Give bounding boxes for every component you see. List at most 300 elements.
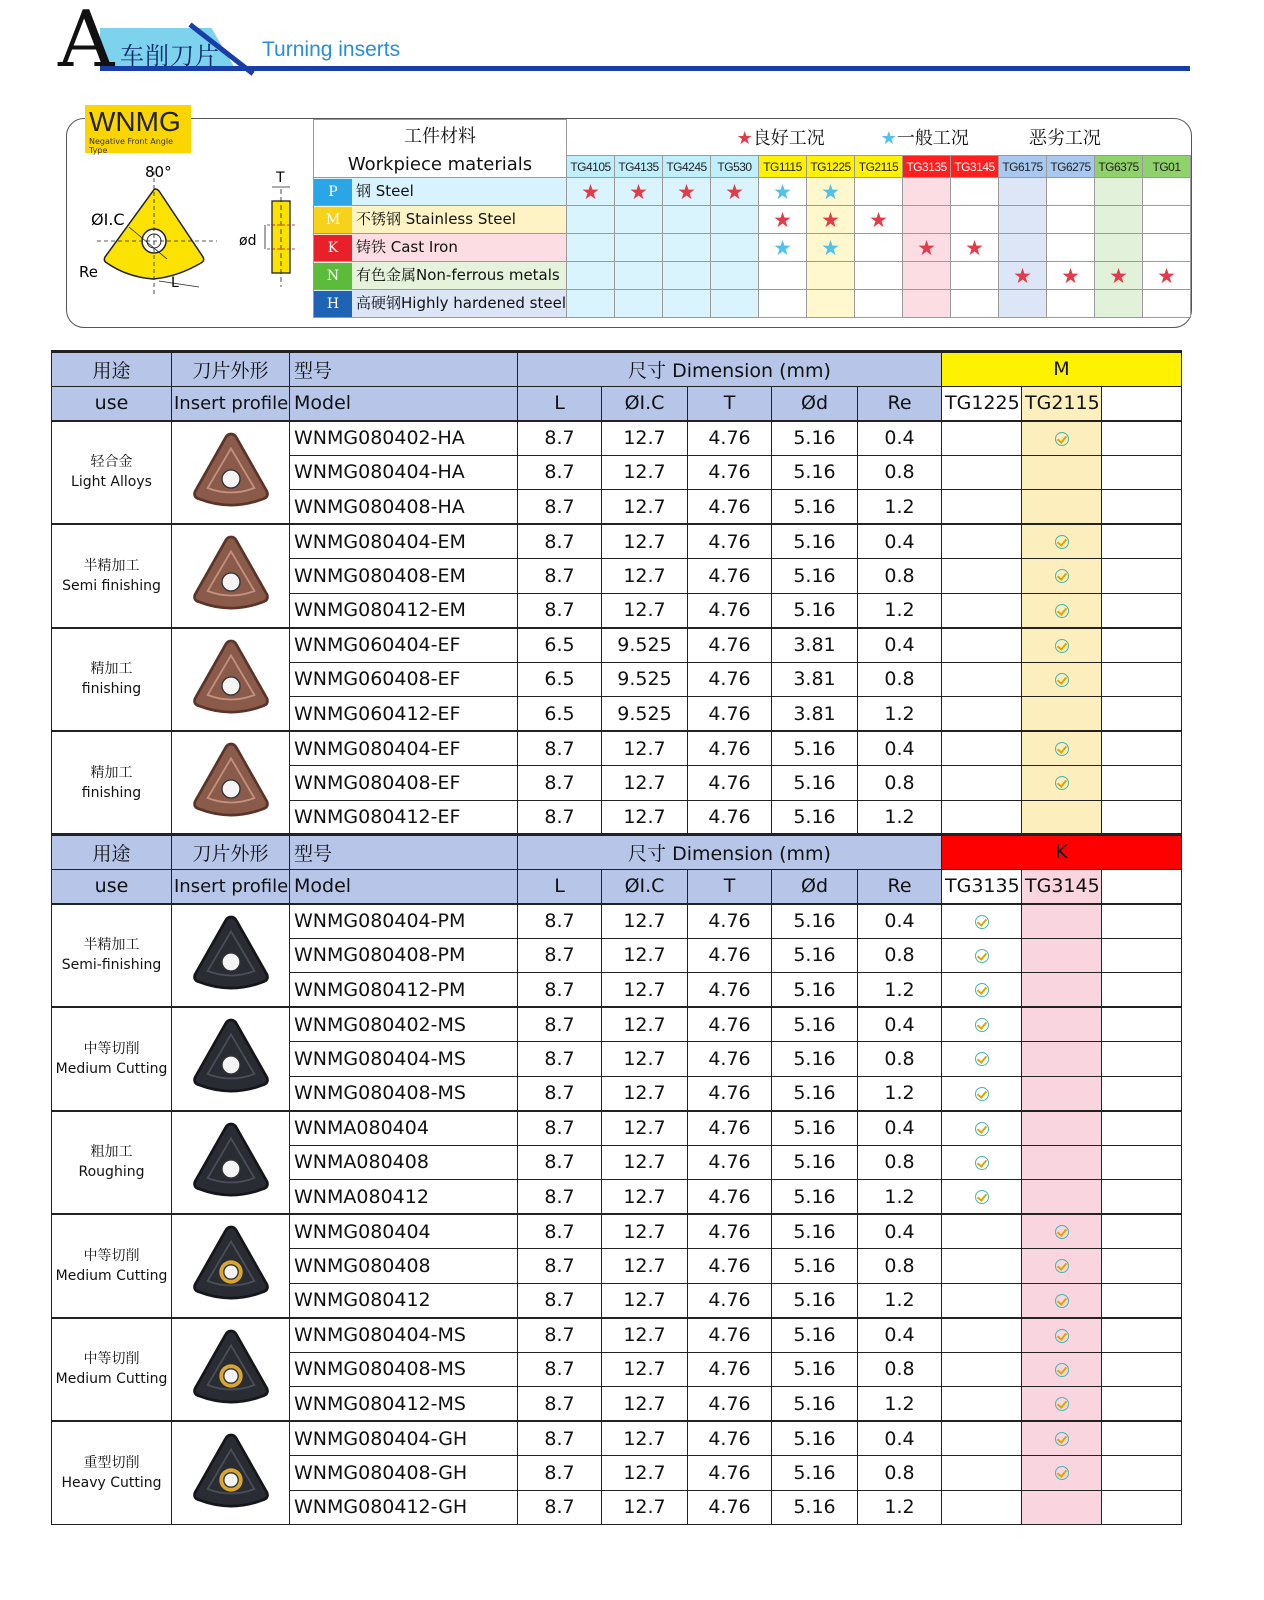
grade-mark-cell <box>663 178 711 206</box>
use-en: Light Alloys <box>71 474 152 491</box>
grade-chart-panel <box>66 106 1192 328</box>
dimension-cell: 5.16 <box>772 524 858 559</box>
material-name: 有色金属Non-ferrous metals <box>356 265 560 284</box>
grade-mark-cell <box>759 206 807 234</box>
grade-code: TG4135 <box>615 156 663 178</box>
grade-code: TG6175 <box>999 156 1047 178</box>
model-cell: WNMA080404 <box>290 1111 518 1146</box>
page-title-en: Turning inserts <box>262 38 401 61</box>
grade-mark-cell <box>1095 290 1143 318</box>
dimension-cell: 8.7 <box>518 1421 602 1456</box>
dimension-cell: 4.76 <box>688 524 772 559</box>
check-icon <box>975 1018 989 1032</box>
red-star-icon: ★ <box>629 179 648 204</box>
empty-grade-cell <box>1102 1111 1182 1146</box>
model-cell: WNMG080402-HA <box>290 421 518 456</box>
use-cell <box>52 1421 172 1525</box>
check-icon <box>975 1052 989 1066</box>
dimension-cell: 5.16 <box>772 800 858 835</box>
grade-cell <box>1022 697 1102 732</box>
grade-cell <box>942 1145 1022 1180</box>
l-header: L <box>518 386 602 421</box>
use-cn: 粗加工 <box>90 1144 133 1161</box>
grade-cell <box>942 973 1022 1008</box>
grade-mark-cell <box>711 206 759 234</box>
dimension-cell: 4.76 <box>688 1145 772 1180</box>
insert-image-icon <box>186 425 276 515</box>
ic-label: ØI.C <box>91 210 125 229</box>
red-star-icon: ★ <box>581 179 600 204</box>
dimension-cell: 8.7 <box>518 1490 602 1525</box>
dimension-cell: 12.7 <box>602 1145 688 1180</box>
dimension-cell: 12.7 <box>602 559 688 594</box>
use-cn: 中等切削 <box>83 1351 140 1368</box>
insert-drawing <box>67 106 315 327</box>
blue-star-icon: ★ <box>773 235 792 260</box>
grade-mark-cell <box>1095 178 1143 206</box>
dimension-cell: 0.4 <box>858 1214 942 1249</box>
table-row <box>52 1318 1182 1353</box>
grade-mark-cell <box>663 234 711 262</box>
dimension-cell: 4.76 <box>688 1111 772 1146</box>
material-name: 高硬钢Highly hardened steel <box>356 293 566 312</box>
grade-cell <box>1022 662 1102 697</box>
grade-mark-cell <box>807 178 855 206</box>
grade-column-header: TG2115 <box>1022 386 1102 421</box>
material-name: 钢 Steel <box>356 181 414 200</box>
dimension-cell: 4.76 <box>688 1249 772 1284</box>
check-icon <box>1055 1363 1069 1377</box>
dimension-cell: 0.8 <box>858 559 942 594</box>
use-cell <box>52 1111 172 1215</box>
grade-mark-cell <box>1095 234 1143 262</box>
grade-mark-cell <box>1095 206 1143 234</box>
insert-image-icon <box>186 1011 276 1101</box>
empty-grade-cell <box>1102 593 1182 628</box>
dimension-cell: 4.76 <box>688 1387 772 1422</box>
use-header-cn: 用途 <box>52 352 172 387</box>
grade-mark-cell <box>903 178 951 206</box>
dimension-header: 尺寸 Dimension (mm) <box>518 352 942 387</box>
dimension-cell: 12.7 <box>602 766 688 801</box>
page-title-cn: 车削刀片 <box>120 42 220 70</box>
dimension-cell: 8.7 <box>518 1042 602 1077</box>
empty-grade-cell <box>1102 1007 1182 1042</box>
red-star-icon: ★ <box>917 235 936 260</box>
material-cell <box>314 178 567 206</box>
grade-cell <box>1022 800 1102 835</box>
model-cell: WNMG080404-EM <box>290 524 518 559</box>
use-cn: 重型切削 <box>83 1455 140 1471</box>
dimension-cell: 0.4 <box>858 904 942 939</box>
check-icon <box>975 949 989 963</box>
dimension-cell: 0.4 <box>858 524 942 559</box>
grade-mark-cell <box>855 262 903 290</box>
grade-mark-cell <box>567 290 615 318</box>
d-label: ød <box>239 233 257 249</box>
empty-grade-cell <box>1102 455 1182 490</box>
grade-mark-cell <box>1143 262 1191 290</box>
dimension-cell: 8.7 <box>518 1007 602 1042</box>
dimension-cell: 0.8 <box>858 1249 942 1284</box>
model-header-en: Model <box>290 869 518 904</box>
check-icon <box>1055 742 1069 756</box>
grade-cell <box>942 731 1022 766</box>
grade-code: TG1115 <box>759 156 807 178</box>
model-cell: WNMG080412-PM <box>290 973 518 1008</box>
use-cell <box>52 524 172 628</box>
grade-mark-cell <box>1143 206 1191 234</box>
model-header-cn: 型号 <box>290 352 518 387</box>
grade-mark-cell <box>903 262 951 290</box>
model-cell: WNMG080408-HA <box>290 490 518 525</box>
blue-star-icon: ★ <box>880 128 897 150</box>
check-icon <box>975 1122 989 1136</box>
dimension-cell: 8.7 <box>518 1283 602 1318</box>
use-en: Roughing <box>78 1164 145 1181</box>
grade-cell <box>942 662 1022 697</box>
grade-mark-cell <box>759 178 807 206</box>
grade-mark-cell <box>711 262 759 290</box>
dimension-cell: 5.16 <box>772 490 858 525</box>
material-row <box>314 206 1191 234</box>
grade-column-header: TG3145 <box>1022 869 1102 904</box>
grade-cell <box>942 1214 1022 1249</box>
red-star-icon: ★ <box>965 235 984 260</box>
d-header: Ød <box>772 386 858 421</box>
grade-group-header: K <box>942 835 1182 870</box>
dimension-cell: 8.7 <box>518 455 602 490</box>
check-icon <box>1055 1329 1069 1343</box>
use-en: finishing <box>81 784 142 801</box>
model-cell: WNMA080408 <box>290 1145 518 1180</box>
dimension-cell: 1.2 <box>858 593 942 628</box>
material-name: 铸铁 Cast Iron <box>356 237 458 256</box>
grade-cell <box>942 697 1022 732</box>
dimension-cell: 4.76 <box>688 490 772 525</box>
l-label: L <box>171 275 179 291</box>
dimension-cell: 4.76 <box>688 1180 772 1215</box>
dimension-cell: 4.76 <box>688 1490 772 1525</box>
check-icon <box>975 983 989 997</box>
grade-cell <box>1022 1490 1102 1525</box>
dimension-cell: 0.8 <box>858 1456 942 1491</box>
grade-code: TG4105 <box>567 156 615 178</box>
dimension-cell: 8.7 <box>518 1352 602 1387</box>
grade-header-row <box>314 120 1191 156</box>
grade-mark-cell <box>1047 262 1095 290</box>
workpiece-header-en: Workpiece materials <box>347 154 533 175</box>
empty-grade-cell <box>1102 1249 1182 1284</box>
dimension-cell: 9.525 <box>602 662 688 697</box>
grade-code: TG01 <box>1143 156 1191 178</box>
use-header-en: use <box>52 386 172 421</box>
insert-image-cell <box>172 904 290 1008</box>
grade-cell <box>1022 1387 1102 1422</box>
grade-mark-cell <box>951 234 999 262</box>
grade-mark-cell <box>711 290 759 318</box>
grade-cell <box>1022 1421 1102 1456</box>
dimension-cell: 5.16 <box>772 1145 858 1180</box>
dimension-cell: 8.7 <box>518 973 602 1008</box>
grade-mark-cell <box>855 178 903 206</box>
dimension-cell: 4.76 <box>688 1456 772 1491</box>
check-icon <box>1055 535 1069 549</box>
dimension-cell: 5.16 <box>772 1318 858 1353</box>
dimension-cell: 6.5 <box>518 662 602 697</box>
grade-code: TG3135 <box>903 156 951 178</box>
dimension-cell: 9.525 <box>602 628 688 663</box>
grade-mark-cell <box>855 234 903 262</box>
empty-grade-cell <box>1102 524 1182 559</box>
table-row <box>52 524 1182 559</box>
insert-image-icon <box>186 1322 276 1412</box>
dimension-cell: 8.7 <box>518 731 602 766</box>
dimension-cell: 12.7 <box>602 1456 688 1491</box>
grade-mark-cell <box>807 262 855 290</box>
grade-cell <box>1022 559 1102 594</box>
model-cell: WNMG080408-GH <box>290 1456 518 1491</box>
table-row <box>52 1214 1182 1249</box>
insert-image-icon <box>186 908 276 998</box>
table-row <box>52 904 1182 939</box>
dimension-cell: 4.76 <box>688 938 772 973</box>
dimension-cell: 5.16 <box>772 1249 858 1284</box>
grade-cell <box>1022 1249 1102 1284</box>
dimension-cell: 12.7 <box>602 524 688 559</box>
use-en: Heavy Cutting <box>61 1475 162 1491</box>
empty-grade-cell <box>1102 421 1182 456</box>
use-en: Semi-finishing <box>61 957 162 974</box>
dimension-cell: 1.2 <box>858 1490 942 1525</box>
grade-cell <box>942 1249 1022 1284</box>
dimension-cell: 3.81 <box>772 697 858 732</box>
dimension-cell: 12.7 <box>602 1180 688 1215</box>
dimension-cell: 4.76 <box>688 1076 772 1111</box>
dimension-cell: 8.7 <box>518 1249 602 1284</box>
re-label: Re <box>79 263 98 281</box>
grade-mark-cell <box>615 234 663 262</box>
grade-cell <box>1022 1076 1102 1111</box>
grade-mark-cell <box>615 262 663 290</box>
dimension-cell: 8.7 <box>518 1387 602 1422</box>
condition-good: 良好工况 <box>752 128 825 150</box>
grade-cell <box>1022 1042 1102 1077</box>
red-star-icon: ★ <box>725 179 744 204</box>
grade-mark-cell <box>951 290 999 318</box>
dimension-cell: 0.8 <box>858 1042 942 1077</box>
grade-mark-cell <box>807 206 855 234</box>
dimension-cell: 1.2 <box>858 490 942 525</box>
grade-cell <box>942 490 1022 525</box>
empty-grade-cell <box>1102 1076 1182 1111</box>
grade-cell <box>942 800 1022 835</box>
use-en: Semi finishing <box>62 577 161 594</box>
grade-mark-cell <box>567 262 615 290</box>
material-letter: H <box>314 291 352 317</box>
empty-grade-cell <box>1102 1490 1182 1525</box>
dimension-cell: 5.16 <box>772 1042 858 1077</box>
dimension-cell: 5.16 <box>772 593 858 628</box>
empty-grade-cell <box>1102 1352 1182 1387</box>
empty-grade-cell <box>1102 1421 1182 1456</box>
condition-general: 一般工况 <box>896 128 969 150</box>
grade-cell <box>1022 1007 1102 1042</box>
model-cell: WNMG080408-EF <box>290 766 518 801</box>
grade-cell <box>1022 524 1102 559</box>
check-icon <box>975 915 989 929</box>
model-cell: WNMG080412-EM <box>290 593 518 628</box>
t-label: T <box>276 170 285 186</box>
use-cn: 中等切削 <box>83 1040 140 1057</box>
model-cell: WNMG080408-PM <box>290 938 518 973</box>
t-header: T <box>688 869 772 904</box>
grade-cell <box>1022 628 1102 663</box>
dimension-cell: 0.8 <box>858 662 942 697</box>
grade-mark-cell <box>567 206 615 234</box>
check-icon <box>1055 1432 1069 1446</box>
dimension-cell: 5.16 <box>772 731 858 766</box>
grade-mark-cell <box>663 290 711 318</box>
dimension-cell: 4.76 <box>688 766 772 801</box>
dimension-cell: 8.7 <box>518 1076 602 1111</box>
grade-cell <box>1022 455 1102 490</box>
grade-mark-cell <box>999 206 1047 234</box>
check-icon <box>1055 776 1069 790</box>
grade-mark-cell <box>903 234 951 262</box>
workpiece-header-cn: 工件材料 <box>404 126 476 147</box>
empty-grade-cell <box>1102 973 1182 1008</box>
dimension-cell: 8.7 <box>518 559 602 594</box>
grade-cell <box>942 559 1022 594</box>
dimension-cell: 0.4 <box>858 421 942 456</box>
material-letter: N <box>314 263 352 289</box>
check-icon <box>975 1087 989 1101</box>
empty-grade-cell <box>1102 938 1182 973</box>
dimension-cell: 5.16 <box>772 766 858 801</box>
use-en: Medium Cutting <box>55 1267 168 1284</box>
table-row <box>52 731 1182 766</box>
empty-grade-cell <box>1102 766 1182 801</box>
insert-image-cell <box>172 628 290 732</box>
model-cell: WNMG080408-MS <box>290 1352 518 1387</box>
profile-header-cn: 刀片外形 <box>172 352 290 387</box>
dimension-cell: 0.4 <box>858 1421 942 1456</box>
dimension-cell: 8.7 <box>518 904 602 939</box>
dimension-cell: 5.16 <box>772 904 858 939</box>
grade-cell <box>1022 1111 1102 1146</box>
check-icon <box>1055 1225 1069 1239</box>
use-cn: 中等切削 <box>83 1247 140 1264</box>
dimension-cell: 5.16 <box>772 559 858 594</box>
model-cell: WNMG080404-PM <box>290 904 518 939</box>
grade-mark-cell <box>1047 206 1095 234</box>
dimension-cell: 1.2 <box>858 1180 942 1215</box>
dimension-cell: 8.7 <box>518 1145 602 1180</box>
grade-mark-cell <box>903 206 951 234</box>
grade-mark-cell <box>807 234 855 262</box>
grade-cell <box>942 1352 1022 1387</box>
model-cell: WNMG080404-MS <box>290 1318 518 1353</box>
grade-cell <box>1022 731 1102 766</box>
ic-header: ØI.C <box>602 869 688 904</box>
use-header-cn: 用途 <box>52 835 172 870</box>
grade-group-header: M <box>942 352 1182 387</box>
dimension-cell: 0.8 <box>858 1352 942 1387</box>
insert-image-cell <box>172 1214 290 1318</box>
check-icon <box>1055 673 1069 687</box>
blue-star-icon: ★ <box>821 179 840 204</box>
insert-image-cell <box>172 421 290 525</box>
grade-mark-cell <box>807 290 855 318</box>
material-row <box>314 290 1191 318</box>
grade-mark-cell <box>663 262 711 290</box>
red-star-icon: ★ <box>773 207 792 232</box>
grade-mark-cell <box>1047 290 1095 318</box>
grade-cell <box>942 1007 1022 1042</box>
model-cell: WNMG060412-EF <box>290 697 518 732</box>
grade-mark-cell <box>1143 234 1191 262</box>
dimension-cell: 12.7 <box>602 1387 688 1422</box>
dimension-cell: 5.16 <box>772 973 858 1008</box>
grade-mark-cell <box>615 206 663 234</box>
material-row <box>314 234 1191 262</box>
grade-cell <box>942 628 1022 663</box>
empty-grade-cell <box>1102 1283 1182 1318</box>
dimension-cell: 8.7 <box>518 1318 602 1353</box>
dimension-cell: 4.76 <box>688 904 772 939</box>
model-cell: WNMG080404-MS <box>290 1042 518 1077</box>
conditions-legend <box>567 120 1191 156</box>
dimension-cell: 4.76 <box>688 1318 772 1353</box>
grade-code: TG6275 <box>1047 156 1095 178</box>
dimension-cell: 5.16 <box>772 1456 858 1491</box>
dimension-cell: 8.7 <box>518 490 602 525</box>
dimension-cell: 4.76 <box>688 1007 772 1042</box>
grade-mark-cell <box>567 234 615 262</box>
material-name: 不锈钢 Stainless Steel <box>356 209 516 228</box>
model-cell: WNMG080412-EF <box>290 800 518 835</box>
model-cell: WNMG060408-EF <box>290 662 518 697</box>
grade-mark-cell <box>759 234 807 262</box>
dimension-cell: 12.7 <box>602 1214 688 1249</box>
dimension-cell: 0.8 <box>858 455 942 490</box>
grade-code: TG6375 <box>1095 156 1143 178</box>
insert-image-cell <box>172 1421 290 1525</box>
table-row <box>52 1111 1182 1146</box>
use-cn: 半精加工 <box>83 557 140 574</box>
check-icon <box>1055 1397 1069 1411</box>
dimension-cell: 12.7 <box>602 1249 688 1284</box>
grade-mark-cell <box>951 262 999 290</box>
empty-grade-cell <box>1102 1042 1182 1077</box>
dimension-cell: 0.8 <box>858 938 942 973</box>
use-cn: 精加工 <box>90 661 133 678</box>
use-cell <box>52 421 172 525</box>
dimension-cell: 4.76 <box>688 593 772 628</box>
t-header: T <box>688 386 772 421</box>
dimension-cell: 4.76 <box>688 1214 772 1249</box>
grade-mark-cell <box>567 178 615 206</box>
use-cell <box>52 628 172 732</box>
insert-image-icon <box>186 1115 276 1205</box>
insert-image-icon <box>186 632 276 722</box>
d-header: Ød <box>772 869 858 904</box>
dimension-cell: 12.7 <box>602 938 688 973</box>
grade-mark-cell <box>1143 290 1191 318</box>
re-header: Re <box>858 869 942 904</box>
empty-grade-cell <box>1102 490 1182 525</box>
